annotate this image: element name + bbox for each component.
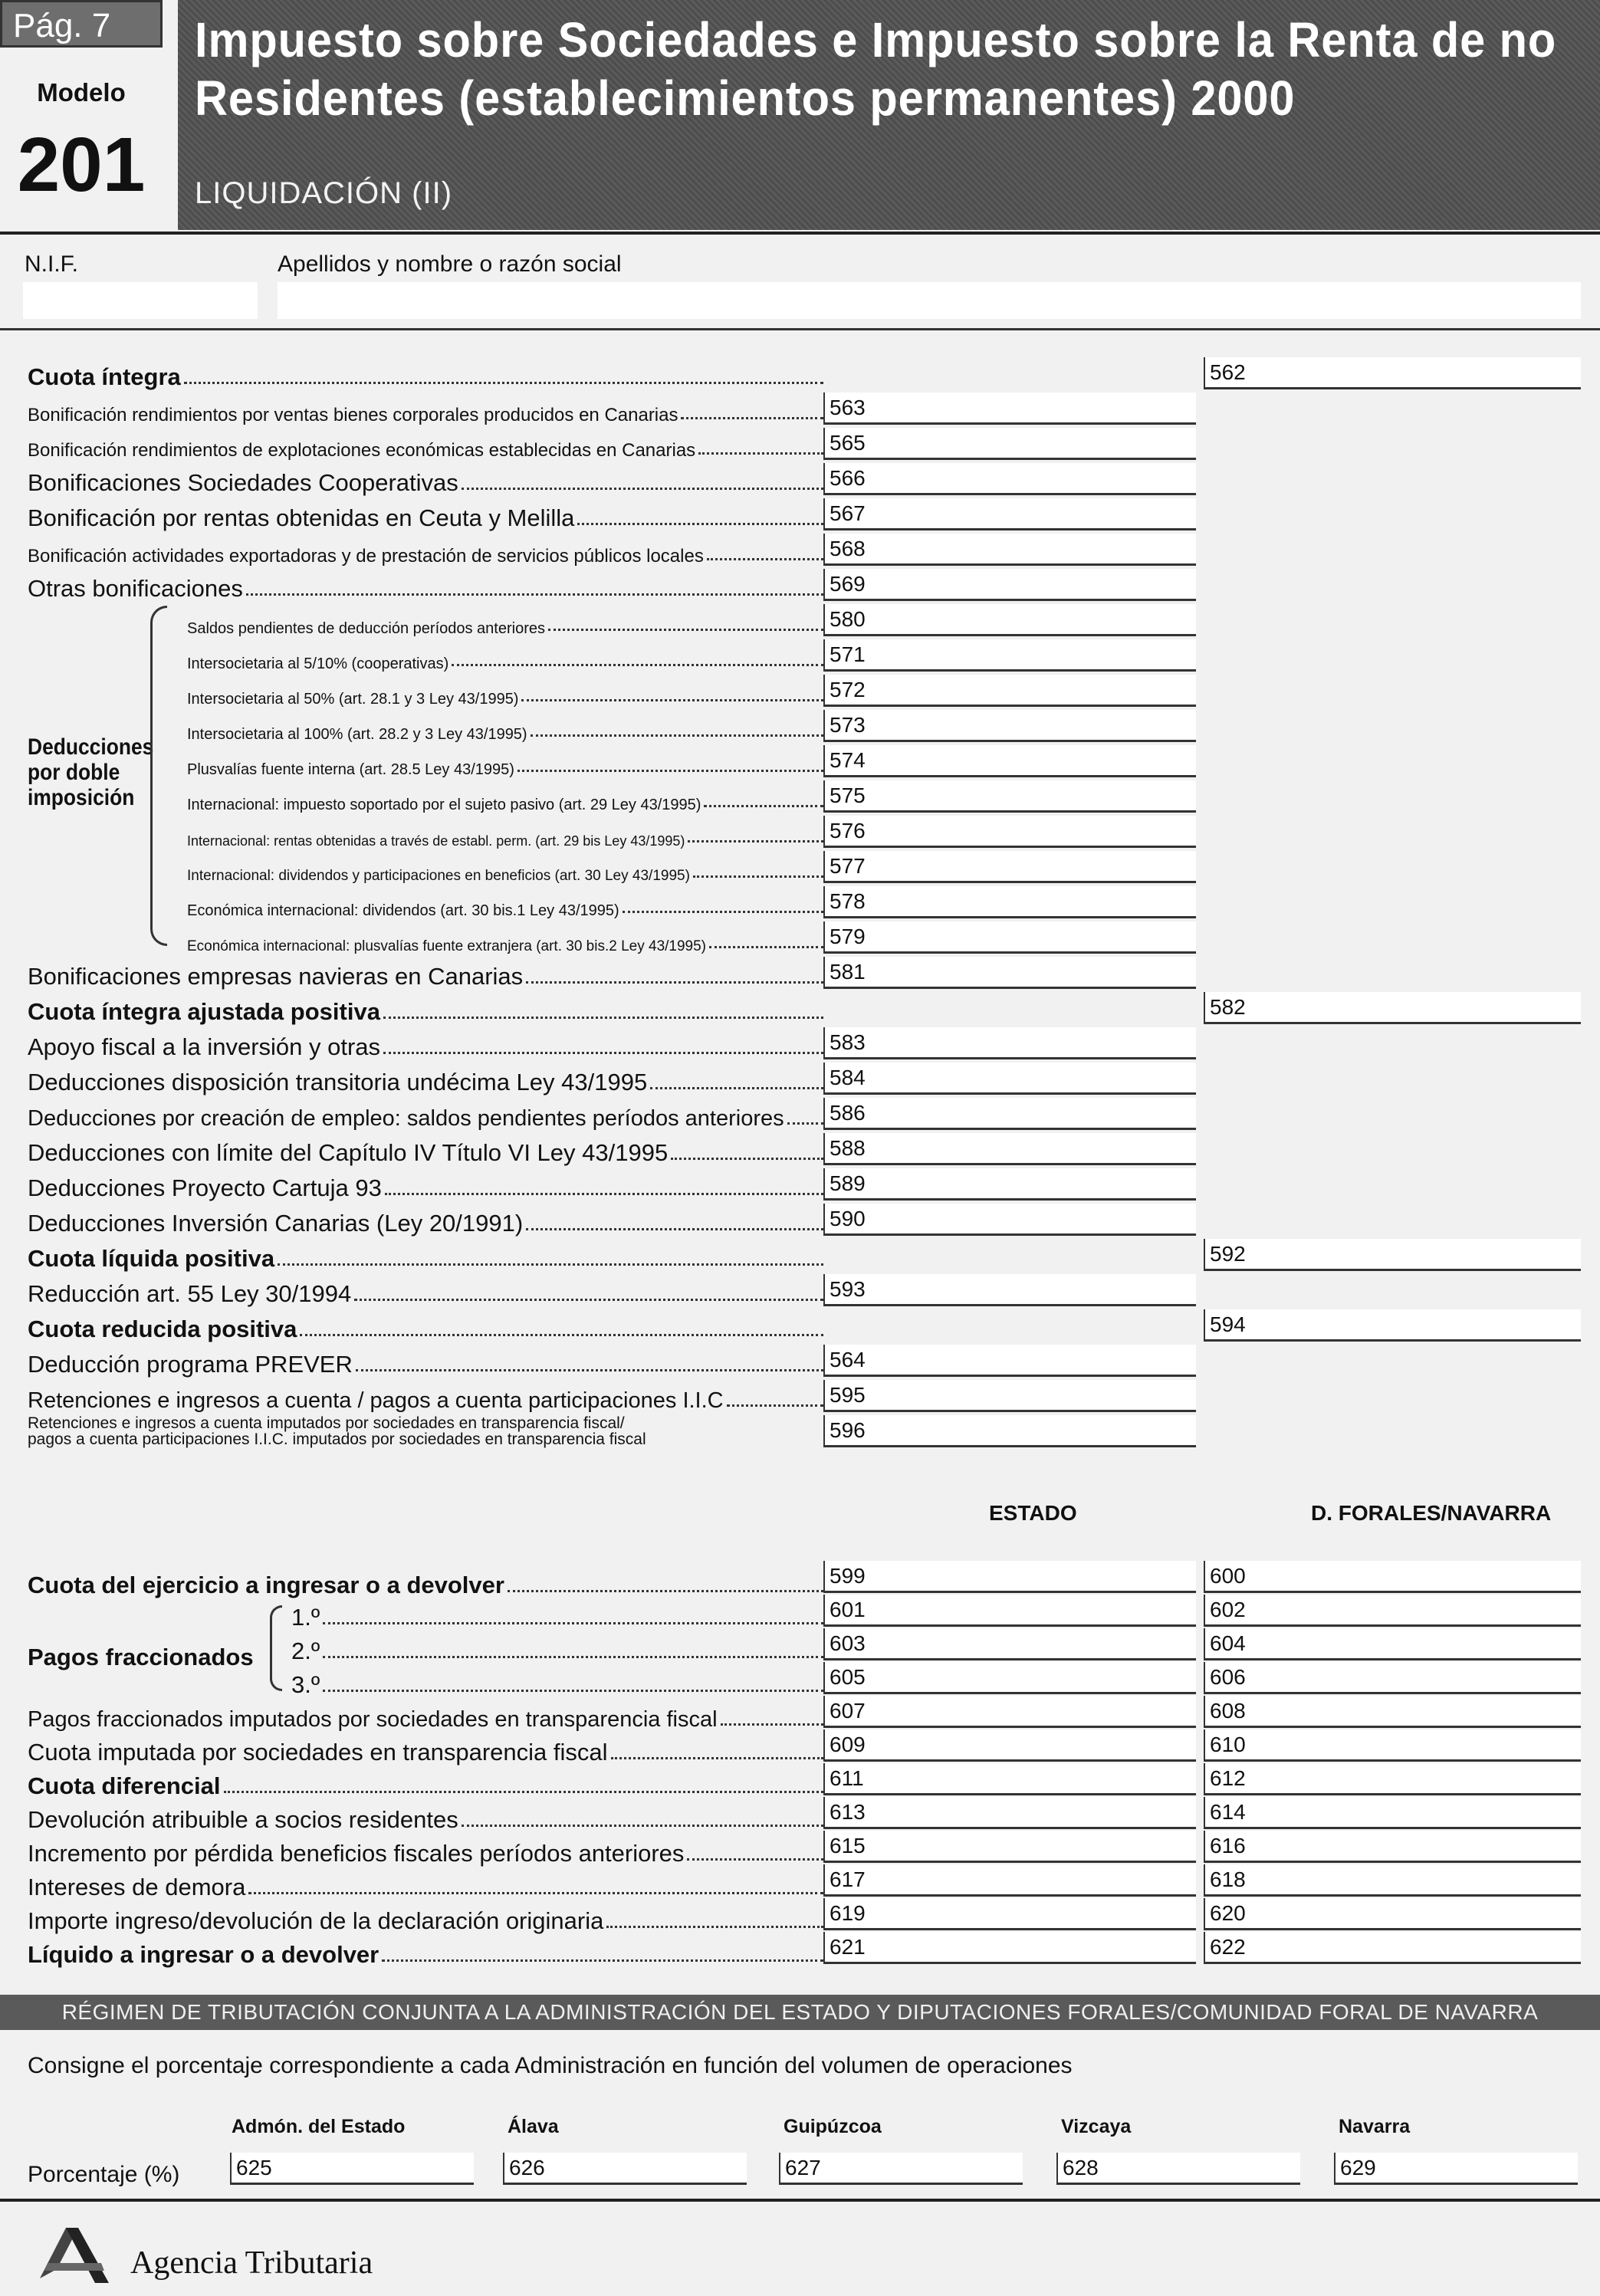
agencia-tributaria-logo-icon [34,2225,110,2285]
box-code: 566 [830,466,866,490]
title-line-1: Impuesto sobre Sociedades e Impuesto sobre la Renta de no [195,12,1557,67]
row-liquido [28,1933,828,1969]
pagos-bracket [270,1605,282,1691]
field-571[interactable] [823,639,1196,672]
row-label: Otras bonificaciones [28,575,243,602]
row-apoyo-fiscal [28,1026,828,1061]
row-label: Pagos fraccionados imputados por sociedades en transparencia fiscal [28,1707,718,1732]
field-627[interactable] [779,2153,1023,2185]
field-609[interactable] [823,1729,1196,1762]
field-618[interactable] [1204,1864,1581,1897]
row-label: Deducciones con límite del Capítulo IV Título VI Ley 43/1995 [28,1139,669,1166]
box-code: 580 [830,607,866,631]
field-616[interactable] [1204,1831,1581,1863]
field-617[interactable] [823,1864,1196,1897]
field-614[interactable] [1204,1797,1581,1829]
row-pago-3 [291,1664,828,1699]
field-568[interactable] [823,534,1196,566]
porcentaje-label: Porcentaje (%) [28,2162,180,2187]
row-label: 3.º [291,1671,320,1698]
box-code: 615 [830,1834,866,1857]
box-code: 629 [1340,2156,1376,2179]
row-label: 1.º [291,1604,320,1631]
row-label: Económica internacional: dividendos (art. 30 bis.1 Ley 43/1995) [187,902,619,919]
row-label: Deducciones Proyecto Cartuja 93 [28,1174,382,1201]
row-label: Bonificación rendimientos por ventas bienes corporales producidos en Canarias [28,405,678,425]
box-code: 567 [830,501,866,525]
field-594[interactable] [1204,1309,1581,1342]
row-label: pagos a cuenta participaciones I.I.C. imputados por sociedades en transparencia fiscal [28,1430,646,1448]
box-code: 618 [1210,1867,1246,1891]
box-code: 608 [1210,1699,1246,1723]
field-599[interactable] [823,1561,1196,1593]
row-label: Deducciones por creación de empleo: saldos pendientes períodos anteriores [28,1106,784,1131]
modelo-number: 201 [17,122,146,208]
field-563[interactable] [823,393,1196,425]
box-code: 583 [830,1030,866,1054]
row-ded-cartuja [28,1167,828,1202]
admin-label-vizcaya: Vizcaya [1061,2116,1132,2137]
row-bonif-cooperativas [28,461,828,497]
box-code: 593 [830,1277,866,1301]
field-628[interactable] [1056,2153,1300,2185]
row-pago-2 [291,1630,828,1665]
row-label: Devolución atribuible a socios residentes [28,1806,458,1833]
box-code: 578 [830,889,866,913]
field-562[interactable] [1204,357,1581,389]
field-615[interactable] [823,1831,1196,1863]
box-code: 576 [830,819,866,843]
regimen-instructions: Consigne el porcentaje correspondiente a cada Administración en función del volumen de operaciones [28,2053,1073,2078]
field-573[interactable] [823,710,1196,742]
field-607[interactable] [823,1696,1196,1728]
row-retenciones-imputados [28,1415,828,1447]
row-ded-transitoria [28,1061,828,1096]
row-deduccion [187,638,828,673]
field-603[interactable] [823,1628,1196,1660]
field-580[interactable] [823,604,1196,636]
field-590[interactable] [823,1204,1196,1236]
row-bonif-canarias-explot [28,426,828,461]
field-612[interactable] [1204,1763,1581,1795]
name-field[interactable] [278,282,1581,319]
admin-label-alava: Álava [508,2116,559,2137]
box-code: 619 [830,1901,866,1925]
field-577[interactable] [823,851,1196,883]
row-deduccion [187,885,828,920]
field-604[interactable] [1204,1628,1581,1660]
row-bonif-ceuta [28,497,828,532]
field-626[interactable] [503,2153,747,2185]
row-label: Plusvalías fuente interna (art. 28.5 Ley 43/1995) [187,761,514,778]
admin-label-guipuzcoa: Guipúzcoa [784,2116,882,2137]
field-605[interactable] [823,1662,1196,1694]
field-620[interactable] [1204,1898,1581,1930]
box-code: 620 [1210,1901,1246,1925]
box-code: 584 [830,1066,866,1089]
field-566[interactable] [823,463,1196,495]
box-code: 592 [1210,1242,1246,1266]
box-code: 573 [830,713,866,737]
box-code: 599 [830,1564,866,1588]
box-code: 589 [830,1171,866,1195]
row-label: Líquido a ingresar o a devolver [28,1941,379,1968]
row-otras-bonif [28,567,828,603]
field-600[interactable] [1204,1561,1581,1593]
field-586[interactable] [823,1098,1196,1130]
row-deduccion [187,814,828,849]
field-565[interactable] [823,428,1196,460]
regimen-band: RÉGIMEN DE TRIBUTACIÓN CONJUNTA A LA ADMINISTRACIÓN DEL ESTADO Y DIPUTACIONES FORALES/COMUNIDAD FORAL DE NAVARRA [0,1995,1600,2030]
field-579[interactable] [823,921,1196,954]
nif-label: N.I.F. [25,251,79,277]
field-602[interactable] [1204,1595,1581,1627]
box-code: 575 [830,783,866,807]
field-574[interactable] [823,745,1196,777]
row-ded-canarias [28,1202,828,1237]
field-606[interactable] [1204,1662,1581,1694]
row-label: Bonificaciones empresas navieras en Canarias [28,963,524,990]
field-621[interactable] [823,1932,1196,1964]
row-label: Deducción programa PREVER [28,1351,353,1378]
row-cuota-liquida [28,1237,828,1273]
row-label: Bonificaciones Sociedades Cooperativas [28,469,458,496]
field-576[interactable] [823,816,1196,848]
row-label: Saldos pendientes de deducción períodos anteriores [187,620,545,637]
admin-label-estado: Admón. del Estado [232,2116,406,2137]
name-label: Apellidos y nombre o razón social [278,251,622,277]
row-reduccion-55 [28,1273,828,1308]
box-code: 582 [1210,995,1246,1019]
field-592[interactable] [1204,1239,1581,1271]
box-code: 607 [830,1699,866,1723]
field-578[interactable] [823,886,1196,918]
column-header-forales: D. FORALES/NAVARRA [1311,1501,1552,1525]
row-label: Cuota imputada por sociedades en transparencia fiscal [28,1739,608,1766]
box-code: 612 [1210,1766,1246,1790]
divider [0,2199,1600,2202]
row-label: Internacional: rentas obtenidas a través de establ. perm. (art. 29 bis Ley 43/1995) [187,833,685,849]
row-deduccion [187,708,828,744]
box-code: 602 [1210,1598,1246,1621]
box-code: 572 [830,678,866,701]
row-deduccion [187,849,828,885]
row-pago-1 [291,1596,828,1631]
box-code: 562 [1210,360,1246,384]
row-label: Cuota íntegra ajustada positiva [28,998,380,1025]
box-code: 568 [830,537,866,560]
box-code: 610 [1210,1733,1246,1756]
row-label: Intersocietaria al 5/10% (cooperativas) [187,655,449,672]
section-subtitle: LIQUIDACIÓN (II) [195,176,453,210]
row-intereses [28,1866,828,1901]
box-code: 594 [1210,1312,1246,1336]
row-deduccion [187,779,828,814]
box-code: 601 [830,1598,866,1621]
row-label: 2.º [291,1637,320,1664]
field-610[interactable] [1204,1729,1581,1762]
row-cuota-imputada [28,1731,828,1766]
box-code: 604 [1210,1631,1246,1655]
row-pagos-imputados [28,1697,828,1733]
row-label: Importe ingreso/devolución de la declaración originaria [28,1907,604,1934]
box-code: 614 [1210,1800,1246,1824]
deducciones-title: Deducciones por doble imposición [28,734,154,810]
row-label: Reducción art. 55 Ley 30/1994 [28,1280,352,1307]
modelo-label: Modelo [37,78,126,107]
field-572[interactable] [823,675,1196,707]
row-label: Retenciones e ingresos a cuenta / pagos a cuenta participaciones I.I.C [28,1388,724,1413]
box-code: 565 [830,431,866,455]
field-619[interactable] [823,1898,1196,1930]
box-code: 600 [1210,1564,1246,1588]
box-code: 621 [830,1935,866,1959]
box-code: 622 [1210,1935,1246,1959]
row-label: Internacional: dividendos y participaciones en beneficios (art. 30 Ley 43/1995) [187,868,690,884]
field-625[interactable] [230,2153,474,2185]
field-601[interactable] [823,1595,1196,1627]
row-label: Intersocietaria al 50% (art. 28.1 y 3 Ley 43/1995) [187,691,519,708]
row-cuota-reducida [28,1308,828,1343]
box-code: 617 [830,1867,866,1891]
box-code: 571 [830,642,866,666]
pagos-title: Pagos fraccionados [28,1644,254,1670]
field-589[interactable] [823,1168,1196,1201]
row-incremento [28,1832,828,1867]
box-code: 627 [785,2156,821,2179]
field-611[interactable] [823,1763,1196,1795]
box-code: 613 [830,1800,866,1824]
box-code: 569 [830,572,866,596]
box-code: 574 [830,748,866,772]
field-583[interactable] [823,1027,1196,1059]
row-deduccion [187,744,828,779]
field-575[interactable] [823,780,1196,813]
box-code: 586 [830,1101,866,1125]
nif-field[interactable] [23,282,258,319]
column-header-estado: ESTADO [989,1501,1077,1525]
field-588[interactable] [823,1133,1196,1165]
box-code: 563 [830,396,866,419]
row-label: Cuota líquida positiva [28,1245,275,1272]
box-code: 616 [1210,1834,1246,1857]
agency-name: Agencia Tributaria [130,2245,373,2281]
divider [0,328,1600,330]
row-label: Intereses de demora [28,1874,246,1900]
row-label: Cuota diferencial [28,1772,221,1799]
row-label: Bonificación actividades exportadoras y de prestación de servicios públicos locales [28,546,704,567]
row-label: Deducciones disposición transitoria undécima Ley 43/1995 [28,1069,648,1095]
row-ded-empleo [28,1096,828,1132]
box-code: 595 [830,1383,866,1407]
page-number: Pág. 7 [0,0,163,48]
field-581[interactable] [823,957,1196,989]
row-label: Apoyo fiscal a la inversión y otras [28,1033,381,1060]
field-608[interactable] [1204,1696,1581,1728]
box-code: 626 [509,2156,545,2179]
row-retenciones [28,1378,828,1414]
box-code: 603 [830,1631,866,1655]
row-deduccion [187,920,828,955]
row-label: Cuota reducida positiva [28,1316,297,1342]
field-595[interactable] [823,1380,1196,1412]
row-label: Retenciones e ingresos a cuenta imputados por sociedades en transparencia fiscal/ [28,1414,625,1432]
field-567[interactable] [823,498,1196,530]
row-bonif-canarias-bienes [28,391,828,426]
row-cuota-diferencial [28,1765,828,1800]
row-label: Internacional: impuesto soportado por el sujeto pasivo (art. 29 Ley 43/1995) [187,797,701,813]
box-code: 577 [830,854,866,878]
box-code: 588 [830,1136,866,1160]
field-593[interactable] [823,1274,1196,1306]
row-bonif-export [28,532,828,567]
row-label: Bonificación rendimientos de explotaciones económicas establecidas en Canarias [28,440,696,461]
row-label: Deducciones Inversión Canarias (Ley 20/1991) [28,1210,524,1237]
box-code: 579 [830,925,866,948]
box-code: 581 [830,960,866,984]
row-devolucion-socios [28,1798,828,1834]
box-code: 628 [1063,2156,1099,2179]
box-code: 625 [236,2156,272,2179]
field-613[interactable] [823,1797,1196,1829]
row-cuota-ejercicio [28,1564,828,1599]
row-bonif-navieras [28,955,828,990]
title-line-2: Residentes (establecimientos permanentes) 2000 [195,71,1296,126]
box-code: 596 [830,1418,866,1442]
row-label: Incremento por pérdida beneficios fiscales períodos anteriores [28,1840,685,1867]
box-code: 590 [830,1207,866,1230]
admin-label-navarra: Navarra [1339,2116,1411,2137]
row-deduccion [187,603,828,638]
box-code: 564 [830,1348,866,1371]
page-title [195,11,1557,127]
box-code: 605 [830,1665,866,1689]
box-code: 611 [830,1766,864,1790]
row-importe-original [28,1900,828,1935]
row-label: Cuota íntegra [28,363,181,390]
row-ded-limite [28,1132,828,1167]
row-cuota-integra [28,356,828,391]
field-584[interactable] [823,1063,1196,1095]
field-596[interactable] [823,1415,1196,1447]
deducciones-bracket [150,606,167,946]
row-label: Bonificación por rentas obtenidas en Ceuta y Melilla [28,504,575,531]
box-code: 609 [830,1733,866,1756]
row-deduccion [187,673,828,708]
row-cuota-ajustada [28,990,828,1026]
field-629[interactable] [1334,2153,1578,2185]
field-569[interactable] [823,569,1196,601]
row-ded-prever [28,1343,828,1378]
box-code: 606 [1210,1665,1246,1689]
row-label: Económica internacional: plusvalías fuente extranjera (art. 30 bis.2 Ley 43/1995) [187,938,707,954]
field-564[interactable] [823,1345,1196,1377]
row-label: Cuota del ejercicio a ingresar o a devolver [28,1572,504,1598]
field-582[interactable] [1204,992,1581,1024]
field-622[interactable] [1204,1932,1581,1964]
divider [0,232,1600,235]
row-label: Intersocietaria al 100% (art. 28.2 y 3 Ley 43/1995) [187,726,527,743]
